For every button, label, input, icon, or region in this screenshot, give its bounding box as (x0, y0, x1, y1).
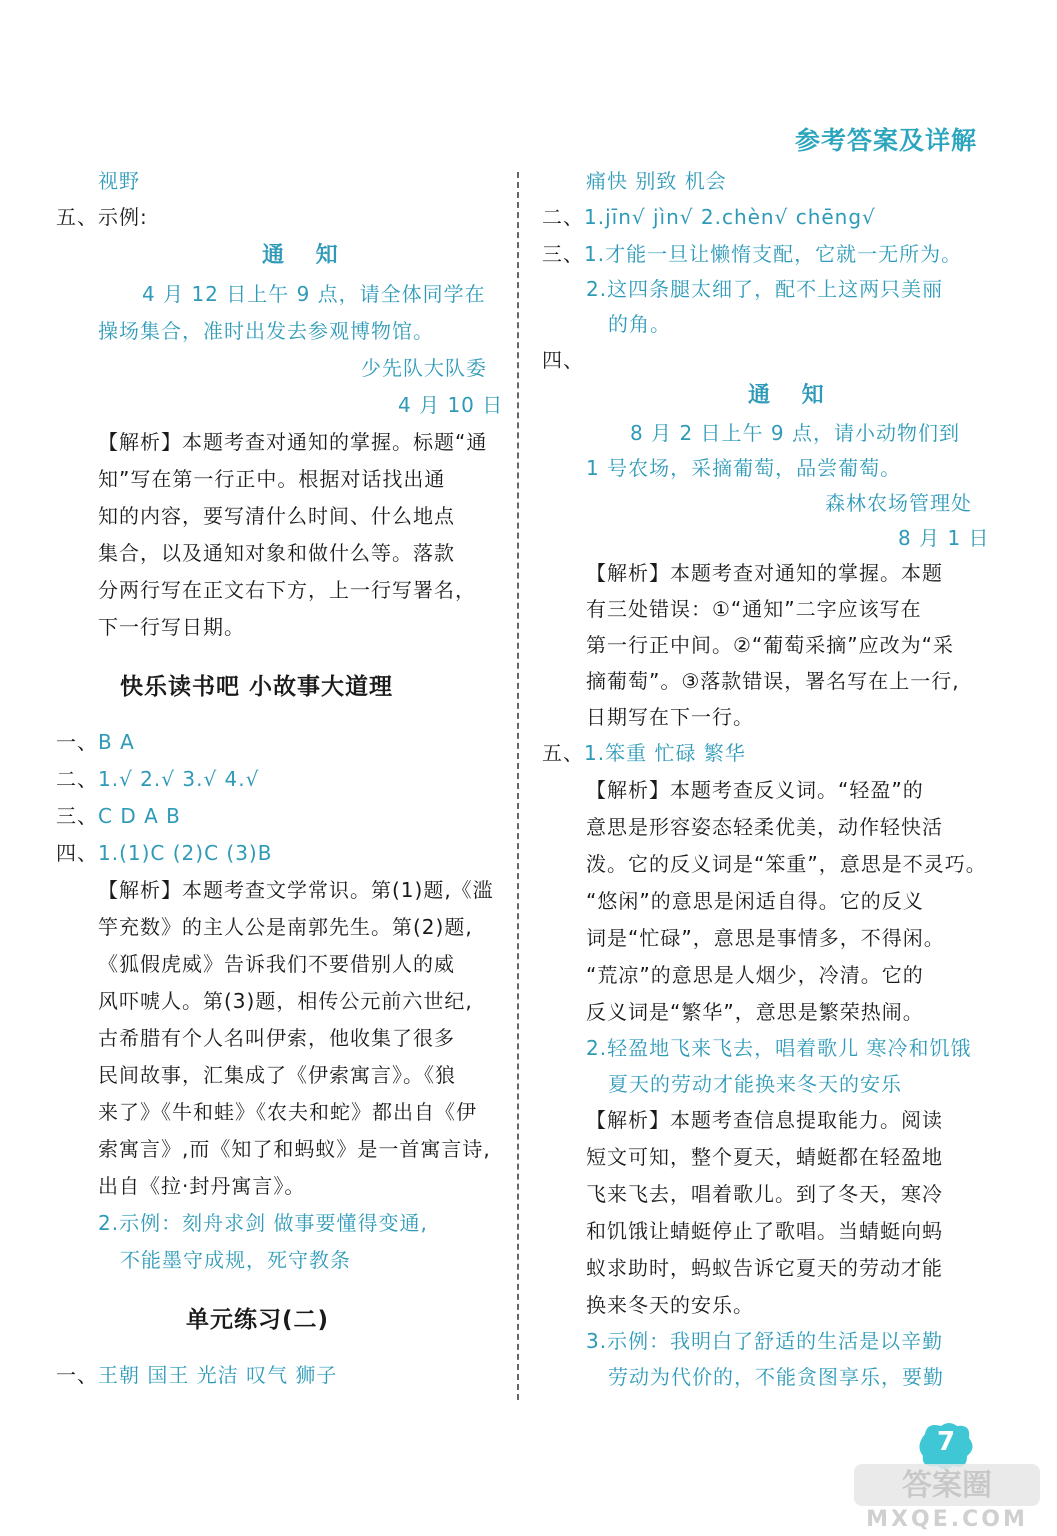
item-number: 五、 (542, 741, 584, 765)
right-line-7: 8 月 2 日上午 9 点，请小动物们到 (630, 421, 960, 445)
answer-text: 王朝 国王 光洁 叹气 狮子 (98, 1363, 338, 1387)
right-line-33: 劳动为代价的，不能贪图享乐，要勤 (608, 1365, 944, 1389)
right-line-4: 的角。 (608, 312, 671, 336)
right-line-23: 反义词是“繁华”，意思是繁荣热闹。 (586, 1000, 924, 1024)
right-line-18: 意思是形容姿态轻柔优美，动作轻快活 (586, 815, 943, 839)
left-line-18: 【解析】本题考查文学常识。第(1)题,《滥 (98, 878, 494, 902)
answer-text: C D A B (98, 804, 181, 828)
right-line-24: 2.轻盈地飞来飞去，唱着歌儿 寒冷和饥饿 (586, 1036, 972, 1060)
right-line-9: 森林农场管理处 (825, 491, 972, 515)
left-line-25: 索寓言》,而《知了和蚂蚁》是一首寓言诗, (98, 1137, 491, 1161)
left-line-16 (56, 803, 181, 829)
column-divider (517, 172, 519, 1400)
left-line-9: 知的内容，要写清什么时间、什么地点 (98, 504, 455, 528)
right-line-30: 蚁求助时，蚂蚁告诉它夏天的劳动才能 (586, 1256, 943, 1280)
left-line-11: 分两行写在正文右下方，上一行写署名， (98, 578, 476, 602)
item-number: 一、 (56, 1363, 98, 1387)
right-line-27: 短文可知，整个夏天，蜻蜓都在轻盈地 (586, 1145, 943, 1169)
left-line-3: 4 月 12 日上午 9 点，请全体同学在 (142, 282, 486, 306)
item-number: 二、 (56, 767, 98, 791)
left-line-0: 视野 (98, 169, 140, 193)
left-line-14 (56, 729, 135, 755)
right-line-32: 3.示例：我明白了舒适的生活是以辛勤 (586, 1329, 944, 1353)
left-line-19: 竽充数》的主人公是南郭先生。第(2)题, (98, 915, 473, 939)
answer-text: 1.√ 2.√ 3.√ 4.√ (98, 767, 260, 791)
right-line-0: 痛快 别致 机会 (586, 169, 727, 193)
right-line-25: 夏天的劳动才能换来冬天的安乐 (608, 1072, 902, 1096)
right-line-1 (542, 204, 876, 230)
right-line-11: 【解析】本题考查对通知的掌握。本题 (586, 561, 943, 585)
left-line-24: 来了》《牛和蛙》《农夫和蛇》都出自《伊 (98, 1100, 477, 1124)
answer-text: 1.jīn√ jìn√ 2.chèn√ chēng√ (584, 205, 876, 229)
left-line-4: 操场集合，准时出发去参观博物馆。 (98, 319, 434, 343)
right-line-26: 【解析】本题考查信息提取能力。阅读 (586, 1108, 943, 1132)
right-line-2 (542, 241, 962, 267)
answer-text: B A (98, 730, 135, 754)
item-number: 三、 (542, 242, 584, 266)
left-line-30 (56, 1362, 337, 1388)
right-line-3: 2.这四条腿太细了，配不上这两只美丽 (586, 277, 944, 301)
item-number: 四、 (56, 841, 98, 865)
left-line-5: 少先队大队委 (361, 356, 487, 380)
right-line-19: 泼。它的反义词是“笨重”，意思是不灵巧。 (586, 852, 987, 876)
left-line-22: 古希腊有个人名叫伊索，他收集了很多 (98, 1026, 455, 1050)
left-line-7: 【解析】本题考查对通知的掌握。标题“通 (98, 430, 488, 454)
left-line-1: 五、示例: (56, 205, 148, 229)
svg-text:答案圈: 答案圈 (902, 1468, 992, 1503)
item-number: 二、 (542, 205, 584, 229)
answer-text: 1.(1)C (2)C (3)B (98, 841, 273, 865)
left-line-28: 不能墨守成规，死守教条 (120, 1248, 351, 1272)
answer-text: 1.才能一旦让懒惰支配，它就一无所为。 (584, 242, 963, 266)
left-line-21: 风吓唬人。第(3)题，相传公元前六世纪, (98, 989, 473, 1013)
page-number: 7 (936, 1427, 956, 1457)
right-line-22: “荒凉”的意思是人烟少，冷清。它的 (586, 963, 924, 987)
right-line-15: 日期写在下一行。 (586, 705, 754, 729)
answer-text: 1.笨重 忙碌 繁华 (584, 741, 746, 765)
left-line-20: 《狐假虎威》告诉我们不要借别人的威 (98, 952, 455, 976)
left-line-12: 下一行写日期。 (98, 615, 245, 639)
right-line-31: 换来冬天的安乐。 (586, 1293, 754, 1317)
left-line-27: 2.示例：刻舟求剑 做事要懂得变通, (98, 1211, 428, 1235)
left-line-23: 民间故事，汇集成了《伊索寓言》。《狼 (98, 1063, 456, 1087)
left-line-6: 4 月 10 日 (398, 393, 504, 417)
right-line-17: 【解析】本题考查反义词。“轻盈”的 (586, 778, 924, 802)
left-line-17 (56, 840, 272, 866)
watermark-logo (850, 1462, 1045, 1532)
left-line-8: 知”写在第一行正中。根据对话找出通 (98, 467, 446, 491)
right-line-12: 有三处错误：①“通知”二字应该写在 (586, 597, 922, 621)
right-line-29: 和饥饿让蜻蜓停止了歌唱。当蜻蜓向蚂 (586, 1219, 943, 1243)
right-line-5: 四、 (542, 348, 584, 372)
left-line-15 (56, 766, 259, 792)
right-line-6: 通 知 (748, 383, 836, 408)
right-line-14: 摘葡萄”。③落款错误，署名写在上一行, (586, 669, 960, 693)
left-line-13: 快乐读书吧 小故事大道理 (120, 674, 394, 700)
right-line-21: 词是“忙碌”，意思是事情多，不得闲。 (586, 926, 945, 950)
right-line-28: 飞来飞去，唱着歌儿。到了冬天，寒冷 (586, 1182, 943, 1206)
left-line-26: 出自《拉·封丹寓言》。 (98, 1174, 306, 1198)
right-line-10: 8 月 1 日 (898, 526, 990, 550)
right-line-16 (542, 740, 746, 766)
right-line-13: 第一行正中间。②“葡萄采摘”应改为“采 (586, 633, 955, 657)
item-number: 三、 (56, 804, 98, 828)
right-line-20: “悠闲”的意思是闲适自得。它的反义 (586, 889, 924, 913)
left-line-29: 单元练习(二) (186, 1307, 330, 1333)
page-header-title: 参考答案及详解 (794, 126, 977, 155)
item-number: 一、 (56, 730, 98, 754)
right-line-8: 1 号农场，采摘葡萄，品尝葡萄。 (586, 456, 902, 480)
left-line-10: 集合，以及通知对象和做什么等。落款 (98, 541, 455, 565)
left-line-2: 通 知 (262, 243, 350, 268)
svg-text:MXQE.COM: MXQE.COM (866, 1507, 1028, 1532)
